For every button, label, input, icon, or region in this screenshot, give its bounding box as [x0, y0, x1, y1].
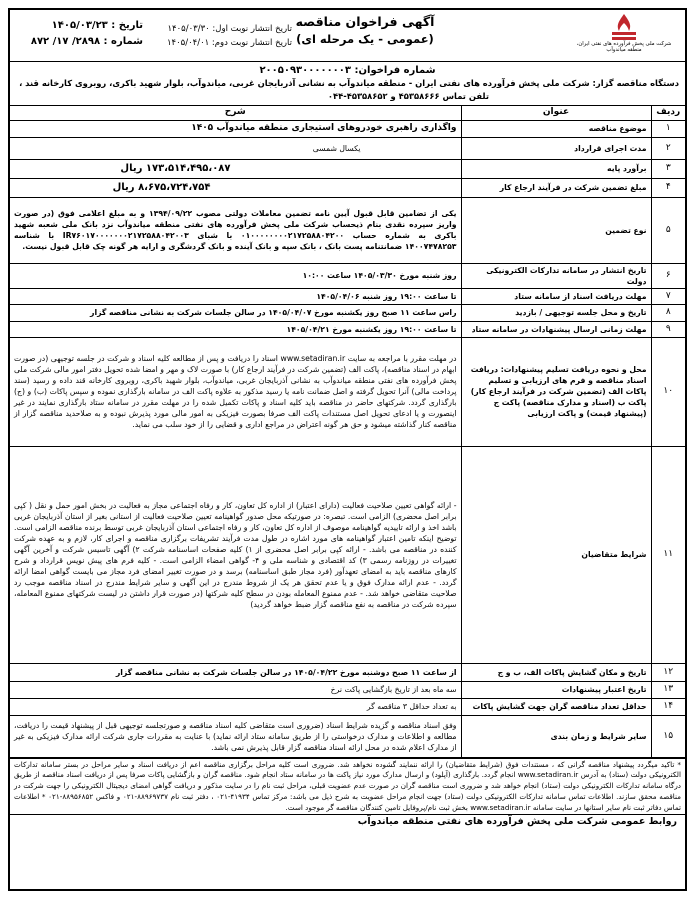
row-number: ۸: [651, 304, 685, 321]
table-row: [10, 304, 685, 321]
row-number: ۲: [651, 137, 685, 159]
row-number: ۱۰: [651, 337, 685, 446]
column-header-title: عنوان: [461, 106, 651, 120]
row-title: حداقل تعداد مناقصه گران جهت گشایش پاکات: [461, 698, 651, 715]
row-description: در مهلت مقرر با مراجعه به سایت www.setadiran.ir اسناد را دریافت و پس از مطالعه کلیه اسناد و شرکت در جلسه توجیهی (در صورت ابهام در اسناد مناقصه)، پاکت الف (تضمین شرکت در فرآیند ارجاع کار) با صورت لاک و مهر و امضا شده تحویل دفتر امور مالی شرکت ملی پخش فرآورده های نفتی منطقه میاندوآب به نشانی آذربایجان غربی، میاندوآب، بلوار شهید باکری، روبروی کارخانه قند داده و رسید (سند پرداخت مالی) آنرا تحویل گرفته و اصل ضمانت نامه یا رسید مذکور به علاوه پاکت الف در سامانه بارگذاری نموده و سپس پاکات (ب) و (ج) بارگذاری گردد. شرکتهای حاضر در مناقصه باید کلیه اسناد و پاکات تکمیل شده را در مهلت مقرر در سامانه ستاد بارگذاری نمایند در غیر اینصورت و یا ادعای تحویل اصل مستندات پاکت الف صرفا بصورت فیزیکی به امور مالی مورد پذیرش نبوده و به صلاحدید مناقصه گزار از مناقصه کنار گذاشته میشود و حق هر گونه اعتراض در مراجع اداری و قضایی را از خود سلب می نماید.: [10, 337, 461, 446]
row-description: راس ساعت ۱۱ صبح روز یکشنبه مورخ ۱۴۰۵/۰۴/۰۷ در سالن جلسات شرکت به نشانی مناقصه گزار: [10, 304, 461, 321]
row-description: یکسال شمسی: [10, 137, 461, 159]
row-description: روز شنبه مورخ ۱۴۰۵/۰۳/۳۰ ساعت ۱۰:۰۰: [10, 263, 461, 288]
row-title: نوع تضمین: [461, 197, 651, 263]
row-number: ۹: [651, 321, 685, 337]
row-description: از ساعت ۱۱ صبح دوشنبه مورخ ۱۴۰۵/۰۴/۲۲ در سالن جلسات شرکت به نشانی مناقصه گزار: [10, 663, 461, 681]
row-description: - ارائه گواهی تعیین صلاحیت فعالیت (دارای اعتبار) از اداره کل تعاون، کار و رفاه اجتماعی مجاز به فعالیت در بخش امور حمل و نقل ( کپی برابر اصل محضری) الزامی است. تبصره: در صورتیکه محل صدور گواهینامه تعیین صلاحیت فعالیت از استانی بغیر از استان آذربایجان غربی باشد اخذ و ارائه تاییدیه گواهینامه موصوف از اداره کل تعاون، کار و رفاه اجتماعی استان آذربایجان غربی توسط برنده مناقصه الزامی است. توضیح اینکه تامین اعتبار گواهینامه های مورد اشاره در طول مدت فرآیند تشریفات برگزاری مناقصه و اجرای کار، لازم و به عهده شرکت کننده در مناقصه می باشد. - ارائه کپی برابر اصل محضری از ۱) کلیه صفحات اساسنامه شرکت ۲) آگهی تاسیس شرکت و آخرین آگهی تغییرات در روزنامه رسمی ۳) کد اقتصادی و شناسه ملی و ۴- گواهی امضاء الزامی است. - کلیه فرم های پیش نویس قرارداد و شرح کارهای مناقصه باید به امضای تعهدآور (فرد مجاز طبق اساسنامه) برسد و در صورت تغییر امضای فرد مجاز می بایست گواهی امضا ارائه گردد. - عدم ارائه مدارک فوق و یا عدم تحقق هر یک از شروط مندرج در این آگهی و سایر شرایط مندرج در اسناد مناقصه موجب رد صلاحیت متقاضی خواهد شد. - عدم ممنوع المعامله بودن در سطح کلیه شرکتها (در صورت قرار داشتن در لیست شرکتهای ممنوع المعامله، سپرده شرکت در مناقصه به نفع مناقصه گزار ضبط خواهد گردید): [10, 446, 461, 663]
table-row: [10, 137, 685, 159]
contact-phone: تلفن تماس ۴۵۳۵۸۶۶۶ و ۴۵۳۵۸۶۵۲-۰۴۴: [327, 91, 489, 101]
letter-reference: [18, 18, 143, 50]
page-subtitle: (عمومی - یک مرحله ای): [296, 32, 434, 46]
row-number: ۶: [651, 263, 685, 288]
table-row: [10, 159, 685, 178]
publication-dates: [142, 22, 292, 50]
row-title: محل و نحوه دریافت تسلیم پیشنهادات: دریافت اسناد مناقصه و فرم های ارزیابی و تسلیم پاکات الف (تضمین شرکت در فرآیند ارجاع کار) پاکت ب (اسناد و مدارک مناقصه) پاکت ج (پیشنهاد قیمت) و پاکت ارزیابی: [461, 337, 651, 446]
logo-caption: شرکت ملی پخش فرآورده های نفتی ایران، منطقه میاندوآب: [576, 41, 672, 53]
row-description: ۸،۶۷۵،۷۲۴،۷۵۴ ریال: [10, 178, 461, 197]
row-description: وفق اسناد مناقصه و گزیده شرایط اسناد (ضروری است متقاضی کلیه اسناد مناقصه و صورتجلسه توجیهی قبل از پیشنهاد قیمت را دریافت، مطالعه و اطلاعات و مدارک درخواستی را از طریق سامانه ستاد ارائه نماید) با عنایت به مقررات جاری شرکت ارائه مدارک فیزیکی به غیر از مدارک اعلام شده در محل ارائه اسناد مناقصه گزار قابل پذیرش نمی باشد.: [10, 715, 461, 757]
row-number: ۱۳: [651, 681, 685, 698]
letter-date: تاریخ : ۱۴۰۵/۰۳/۲۳: [51, 20, 143, 31]
table-row: [10, 698, 685, 715]
table-header-row: [10, 106, 685, 120]
table-row: [10, 337, 685, 446]
row-number: ۱۲: [651, 663, 685, 681]
row-number: ۱۵: [651, 715, 685, 757]
row-number: ۱۴: [651, 698, 685, 715]
row-number: ۱: [651, 120, 685, 137]
row-title: برآورد پایه: [461, 159, 651, 178]
table-row: [10, 120, 685, 137]
tender-announcement: [8, 8, 687, 891]
row-number: ۱۱: [651, 446, 685, 663]
row-title: مهلت دریافت اسناد از سامانه ستاد: [461, 288, 651, 304]
organizer-address: دستگاه مناقصه گزار: شرکت ملی پخش فرآورده های نفتی ایران - منطقه میاندوآب به نشانی آذربایجان غربی، میاندوآب، بلوار شهید باکری، روبروی کارخانه قند ،: [19, 78, 679, 88]
row-description: ۱۷۳،۵۱۴،۴۹۵،۰۸۷ ریال: [10, 159, 461, 178]
row-title: مهلت زمانی ارسال پیشنهادات در سامانه ستاد: [461, 321, 651, 337]
company-logo: [569, 13, 679, 59]
row-title: مبلغ تضمین شرکت در فرآیند ارجاع کار: [461, 178, 651, 197]
tender-table: [10, 106, 685, 758]
announcement-title: [290, 14, 440, 46]
row-description: واگذاری راهبری خودروهای استیجاری منطقه میاندوآب ۱۴۰۵: [10, 120, 461, 137]
row-description: تا ساعت ۱۹:۰۰ روز یکشنبه مورخ ۱۴۰۵/۰۴/۲۱: [10, 321, 461, 337]
table-row: [10, 263, 685, 288]
tender-info: [10, 62, 685, 106]
row-number: ۷: [651, 288, 685, 304]
table-row: [10, 288, 685, 304]
row-number: ۳: [651, 159, 685, 178]
header: [10, 10, 685, 62]
table-row: [10, 681, 685, 698]
table-row: [10, 321, 685, 337]
table-row: [10, 446, 685, 663]
row-description: یکی از تضامین قابل قبول آیین نامه تضمین معاملات دولتی مصوب ۱۳۹۴/۰۹/۲۲ و به مبلغ اعلامی فوق (در صورت واریز سپرده نقدی بنام ذیحساب شرکت ملی پخش فرآورده های نفتی منطقه میاندوآب نزد بانک ملی شعبه شهید باکری به شماره حساب ۰۱۰۰۰۰۰۰۰۰۲۱۷۲۵۸۸۰۴۲۰۰ با شبای IR۷۶۰۱۷۰۰۰۰۰۰۰۲۱۷۲۵۸۸۰۴۲۰۰۳ با شناسه ۱۴۰۰۷۴۷۸۲۵۳ ضمانتنامه پست بانک ، بانک سپه و بانک آینده و بانک گردشگری و ارایه هر گونه چک قابل قبول نیست.: [10, 197, 461, 263]
first-publication-date: تاریخ انتشار نوبت اول: ۱۴۰۵/۰۳/۳۰: [167, 24, 292, 34]
footnote: * تاکید میگردد پیشنهاد مناقصه گرانی که ، مستندات فوق (شرایط متقاضیان) را ارائه ننمایند گشوده نخواهد شد. ضروری است کلیه مراحل برگزاری مناقصه اعم از دریافت اسناد و سایر مراحل در بستر سامانه تدارکات الکترونیکی دولت (ستاد) به آدرس www.setadiran.ir انجام گردد. بارگذاری (آپلود) و ارسال مدارک مورد نیاز پاکت ها در سامانه ستاد انجام شود. مناقصه گران و بازگشایی پاکات صرفا پس از دریافت اسناد مناقصه از طریق درگاه سامانه تدارکات الکترونیکی دولت (ستاد) انجام خواهد شد و ضروری است مناقصه گران در صورت عدم عضویت قبلی، مراحل ثبت نام را در سایت مذکور و دریافت گواهی امضای دیجیتال الکترونیکی را جهت شرکت در مناقصه محقق سازند. اطلاعات تماس سامانه تدارکات الکترونیکی دولت (ستاد) جهت انجام مراحل عضویت به شرح ذیل می باشد: مرکز تماس ۴۱۹۳۴-۰۲۱ ، دفتر ثبت نام ۸۸۹۶۹۷۳۷-۰۲۱ و فاکس ۸۸۹۵۶۸۵۲-۰۲۱ * اطلاعات تماس دفاتر ثبت نام سایر استانها در سایت سامانه www.setadiran.ir بخش ثبت نام/پروفایل تامین کنندگان مناقصه گر موجود است.: [10, 758, 685, 815]
table-row: [10, 663, 685, 681]
letter-number: شماره : ۲۸۹۸/ ۱۷/ ۸۷۲: [30, 36, 143, 47]
row-title: سایر شرایط و زمان بندی: [461, 715, 651, 757]
row-title: مدت اجرای قرارداد: [461, 137, 651, 159]
row-title: تاریخ و مکان گشایش پاکات الف، ب و ج: [461, 663, 651, 681]
row-title: تاریخ اعتبار پیشنهادات: [461, 681, 651, 698]
footer-signature: روابط عمومی شرکت ملی پخش فرآورده های نفتی منطقه میاندوآب: [10, 814, 685, 828]
row-description: به تعداد حداقل ۳ مناقصه گر: [10, 698, 461, 715]
row-description: سه ماه بعد از تاریخ بازگشایی پاکت نرخ: [10, 681, 461, 698]
column-header-row-number: ردیف: [651, 106, 685, 120]
row-description: تا ساعت ۱۹:۰۰ روز شنبه ۱۴۰۵/۰۴/۰۶: [10, 288, 461, 304]
row-title: تاریخ انتشار در سامانه تدارکات الکترونیکی دولت: [461, 263, 651, 288]
page-title: آگهی فراخوان مناقصه: [295, 14, 435, 29]
table-row: [10, 197, 685, 263]
table-row: [10, 178, 685, 197]
table-row: [10, 715, 685, 757]
row-number: ۴: [651, 178, 685, 197]
column-header-description: شرح: [10, 106, 461, 120]
call-number: شماره فراخوان: ۲۰۰۵۰۹۳۰۰۰۰۰۰۰۳: [259, 65, 436, 76]
row-number: ۵: [651, 197, 685, 263]
second-publication-date: تاریخ انتشار نوبت دوم: ۱۴۰۵/۰۴/۰۱: [166, 38, 292, 48]
row-title: شرایط متقاضیان: [461, 446, 651, 663]
row-title: تاریخ و محل جلسه توجیهی / بازدید: [461, 304, 651, 321]
flame-logo-icon: [607, 13, 641, 41]
row-title: موضوع مناقصه: [461, 120, 651, 137]
